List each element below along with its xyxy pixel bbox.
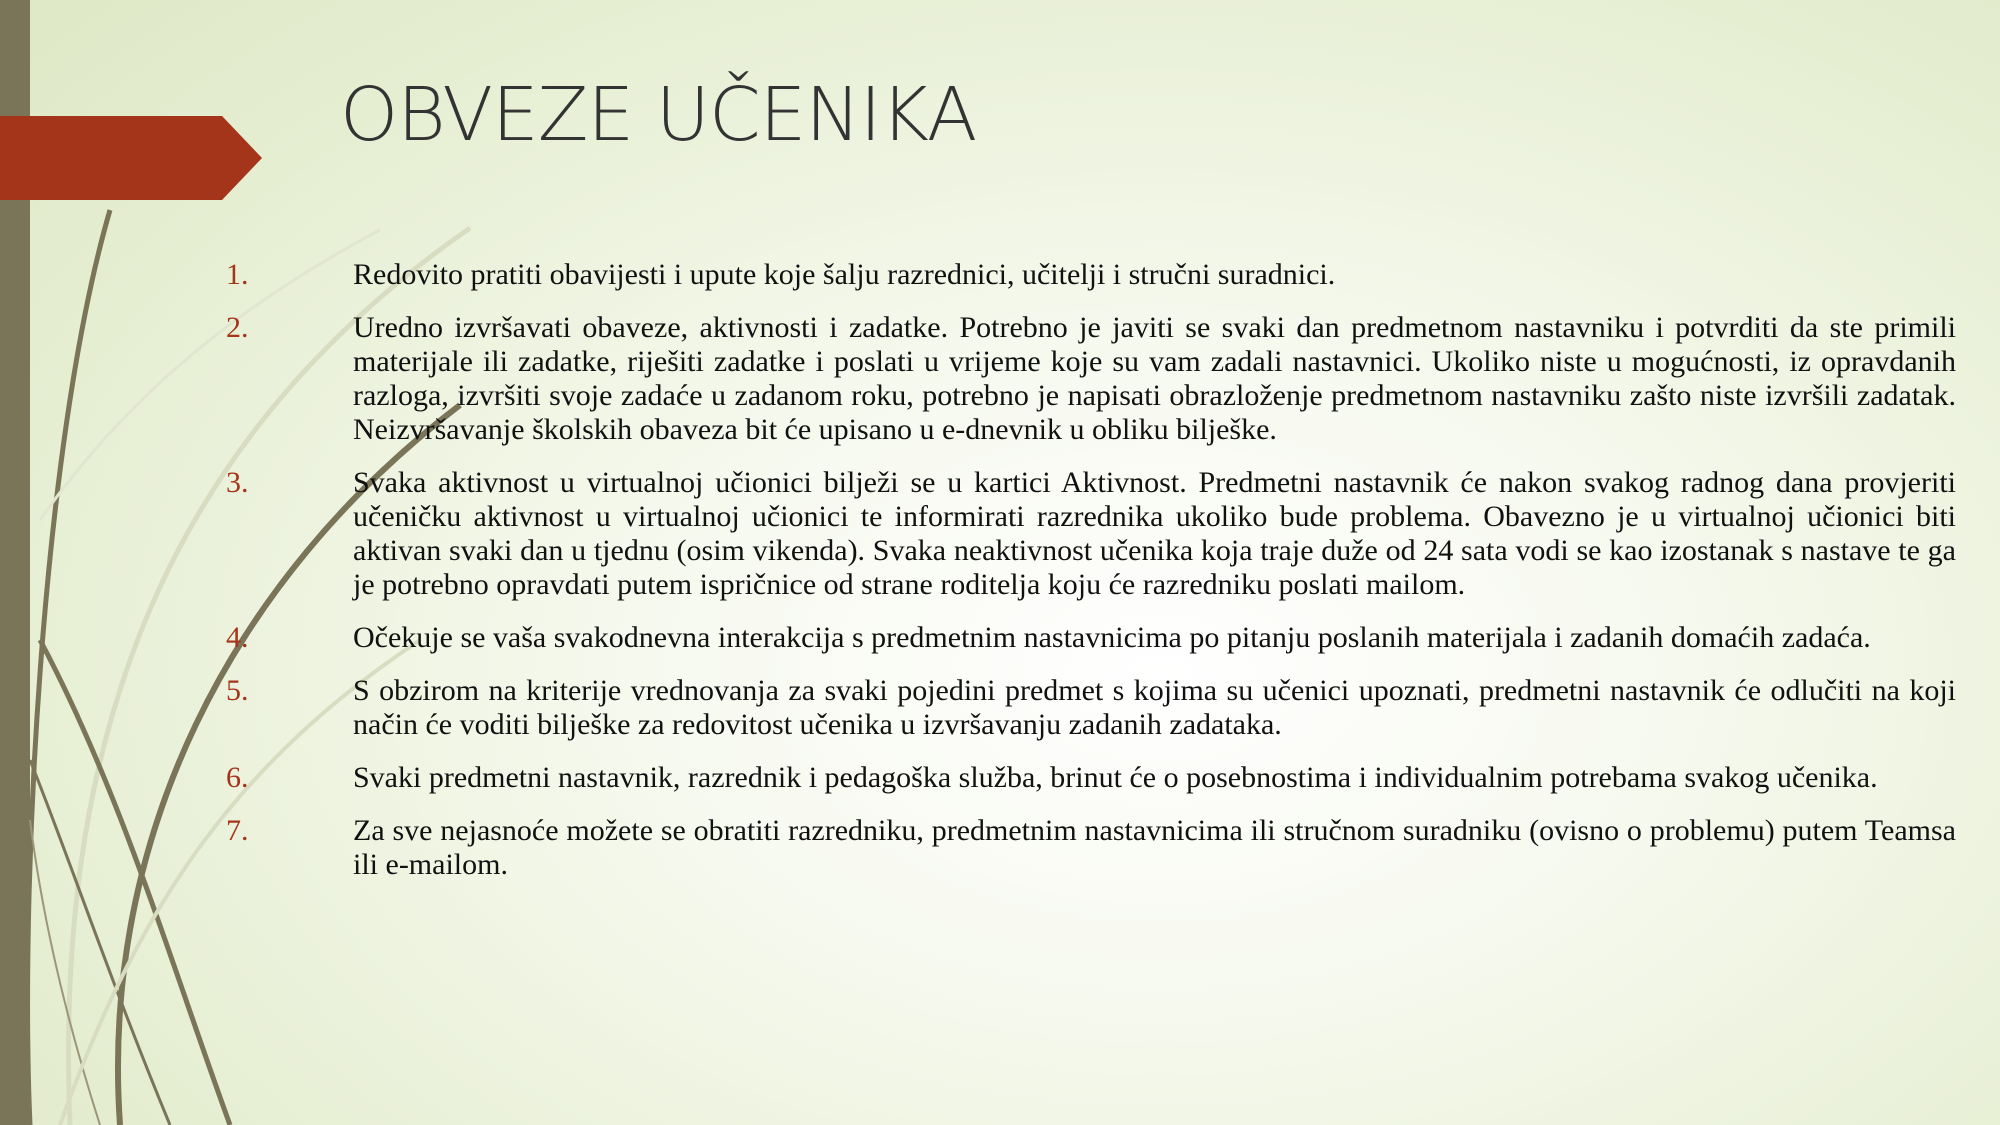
grass-stroke-5 <box>30 760 170 1125</box>
list-item-text: Za sve nejasnoće možete se obratiti razredniku, predmetnim nastavnicima ili stručnom suradniku (ovisno o problemu) putem Teamsa ili e-mailom. <box>353 814 1956 881</box>
list-item-text: S obzirom na kriterije vrednovanja za svaki pojedini predmet s kojima su učenici upoznati, predmetni nastavnik će odlučiti na koji način će voditi bilješke za redovitost učenika u izvršavanju zadanih zadataka. <box>353 674 1956 741</box>
list-item-text: Redovito pratiti obavijesti i upute koje šalju razrednici, učitelji i stručni suradnici. <box>353 258 1336 291</box>
title-accent-arrow <box>0 116 262 200</box>
list-item <box>226 258 1956 292</box>
grass-stroke-1 <box>28 210 110 1125</box>
list-item-number: 7. <box>226 814 249 847</box>
list-item <box>226 674 1956 742</box>
list-item <box>226 311 1956 447</box>
list-item-text: Svaka aktivnost u virtualnoj učionici bilježi se u kartici Aktivnost. Predmetni nastavnik će nakon svakog radnog dana provjeriti učeničku aktivnost u virtualnoj učionici te informirati razrednika ukoliko bude problema. Obavezno je u virtualnoj učionici biti aktivan svaki dan u tjednu (osim vikenda). Svaka neaktivnost učenika koja traje duže od 24 sata vodi se kao izostanak s nastave te ga je potrebno opravdati putem ispričnice od strane roditelja koju će razredniku poslati mailom. <box>353 466 1956 601</box>
list-item-text: Očekuje se vaša svakodnevna interakcija s predmetnim nastavnicima po pitanju poslanih materijala i zadanih domaćih zadaća. <box>353 621 1871 654</box>
list-item-number: 4. <box>226 621 249 654</box>
list-item-text: Svaki predmetni nastavnik, razrednik i pedagoška služba, brinut će o posebnostima i individualnim potrebama svakog učenika. <box>353 761 1878 794</box>
list-item-number: 1. <box>226 258 249 291</box>
list-item <box>226 621 1956 655</box>
slide-title: OBVEZE UČENIKA <box>340 72 977 158</box>
list-item-number: 6. <box>226 761 249 794</box>
list-item-number: 3. <box>226 466 249 499</box>
grass-stroke-6 <box>30 820 100 1125</box>
list-item <box>226 814 1956 882</box>
list-item <box>226 466 1956 602</box>
grass-stroke-4 <box>40 640 230 1125</box>
list-item-number: 2. <box>226 311 249 344</box>
list-item-number: 5. <box>226 674 249 707</box>
obligations-list <box>226 258 1956 901</box>
left-sidebar-bar <box>0 0 30 1125</box>
list-item-text: Uredno izvršavati obaveze, aktivnosti i zadatke. Potrebno je javiti se svaki dan predmetnom nastavniku i potvrditi da ste primili materijale ili zadatke, riješiti zadatke i poslati u vrijeme koje su vam zadali nastavnici. Ukoliko niste u mogućnosti, iz opravdanih razloga, izvršiti svoje zadaće u zadanom roku, potrebno je napisati obrazloženje predmetnom nastavniku zašto niste izvršili zadatak. Neizvršavanje školskih obaveza bit će upisano u e-dnevnik u obliku bilješke. <box>353 311 1956 446</box>
list-item <box>226 761 1956 795</box>
